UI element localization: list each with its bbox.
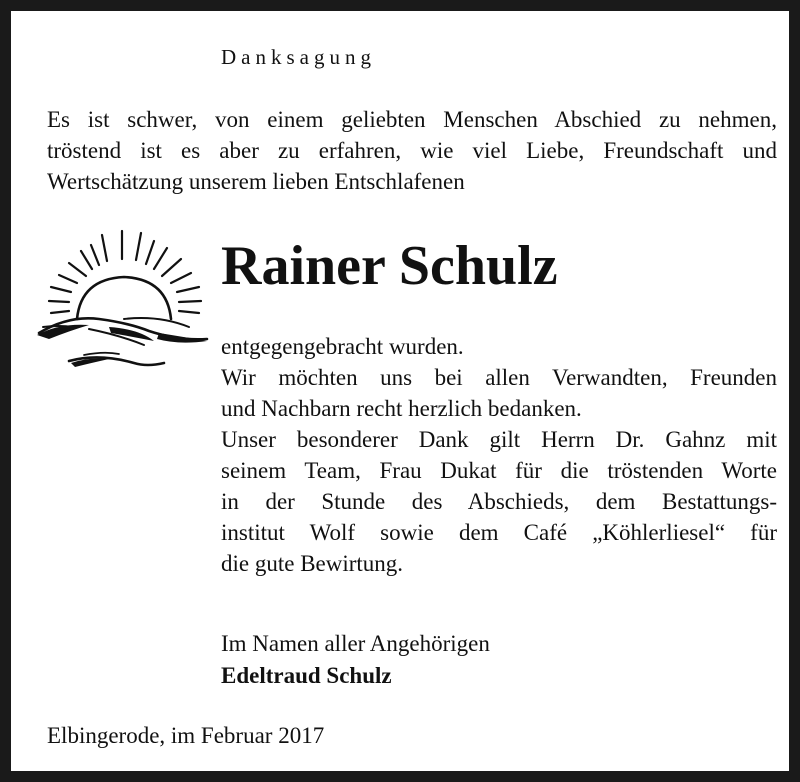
signoff bbox=[221, 628, 490, 692]
body-line: entgegengebracht wurden. bbox=[221, 334, 464, 359]
body-line: institut Wolf sowie dem Café „Köhlerliesel“ für bbox=[221, 520, 777, 545]
intro-line: tröstend ist es aber zu erfahren, wie viel Liebe, Freundschaft und bbox=[47, 138, 777, 163]
body-paragraph bbox=[221, 331, 777, 579]
body-line: in der Stunde des Abschieds, dem Bestattungs- bbox=[221, 489, 777, 514]
body-line: Wir möchten uns bei allen Verwandten, Freunden bbox=[221, 365, 777, 390]
notice-heading: Danksagung bbox=[221, 45, 376, 69]
body-line: die gute Bewirtung. bbox=[221, 551, 404, 576]
body-line: seinem Team, Frau Dukat für die tröstenden Worte bbox=[221, 458, 777, 483]
intro-line: Wertschätzung unserem lieben Entschlafenen bbox=[47, 169, 465, 194]
intro-line: Es ist schwer, von einem geliebten Menschen Abschied zu nehmen, bbox=[47, 107, 777, 132]
sunset-over-hills-icon bbox=[29, 223, 214, 373]
deceased-name: Rainer Schulz bbox=[221, 235, 558, 297]
body-line: und Nachbarn recht herzlich bedanken. bbox=[221, 396, 582, 421]
intro-paragraph bbox=[47, 104, 777, 197]
signoff-line: Im Namen aller Angehörigen bbox=[221, 631, 490, 656]
place-and-date: Elbingerode, im Februar 2017 bbox=[47, 723, 325, 748]
signer-name: Edeltraud Schulz bbox=[221, 663, 392, 688]
body-line: Unser besonderer Dank gilt Herrn Dr. Gahnz mit bbox=[221, 427, 777, 452]
